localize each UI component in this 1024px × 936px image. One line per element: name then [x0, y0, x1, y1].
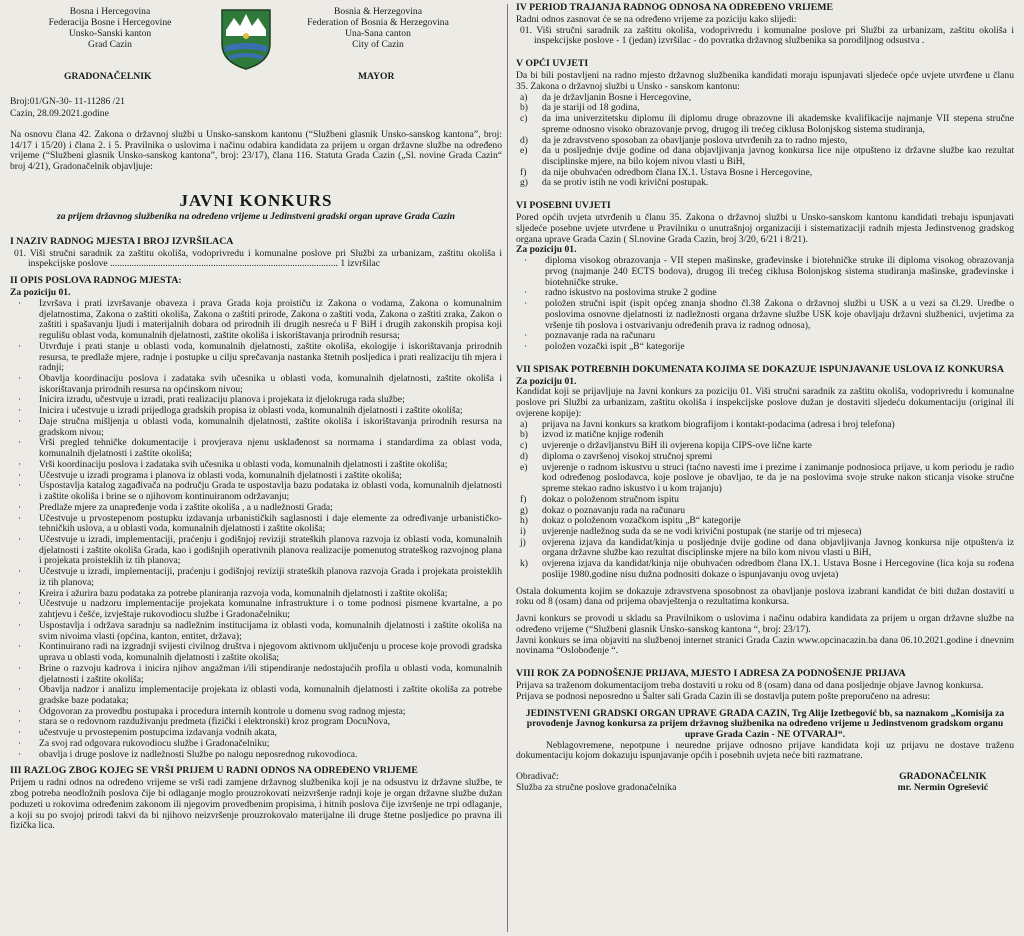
list-item: · Kreira i ažurira bazu podataka za potrebe planiranja razvoja voda, komunalnih djelatnosti i zaštite okoliša; — [10, 589, 502, 600]
list-text: da se protiv istih ne vodi krivični postupak. — [542, 177, 709, 189]
special-conditions-list — [512, 256, 1018, 353]
list-item: · Učestvuje u izradi programa i planova iz oblasti voda, komunalnih djelatnosti i zaštite okoliša; — [10, 471, 502, 482]
list-item: · Utvrđuje i prati stanje u oblasti voda, komunalnih djelatnosti, zaštite okoliša, ekologije i iskorištavanja prirodnih resursa, te predlaže mjere, radnje i postupke u cilju sprečavanja nastanka štetnih posljedica i prati realizaciju tih mjera i radnji; — [10, 342, 502, 374]
list-item: · Daje stručna mišljenja u oblasti voda, komunalnih djelatnosti, zaštite okoliša i iskorištavanja prirodnih resursa na gradskom nivou; — [10, 417, 502, 438]
list-letter: k) — [520, 558, 528, 570]
role-left: GRADONAČELNIK — [64, 71, 152, 82]
list-item — [516, 538, 1014, 559]
list-text: prijava na Javni konkurs sa kratkom biografijom i kontakt-podacima (adresa i broj telefona) — [542, 418, 895, 430]
right-column — [512, 0, 1018, 936]
document-subtitle: za prijem državnog službenika na određeno vrijeme u Jedinstveni gradski organ uprave Grada Cazin — [57, 210, 455, 222]
submission-address: JEDINSTVENI GRADSKI ORGAN UPRAVE GRADA CAZIN, Trg Alije Izetbegović bb, sa naznakom „Komisija za provođenje Javnog konkursa za prijem državnog službenika na određeno vrijeme u Jedinstvenom gradskom organu uprave Grada Cazin - NE OTVARAJ“. — [525, 707, 1005, 740]
section-7-subheading: Za poziciju 01. — [516, 375, 577, 387]
section-1-heading: I NAZIV RADNOG MJESTA I BROJ IZVRŠILACA — [10, 235, 234, 247]
list-item — [516, 559, 1014, 580]
column-divider — [507, 4, 508, 932]
list-text: dokaz o položenom stručnom ispitu — [542, 493, 679, 505]
letterhead-line: Bosna i Hercegovina — [69, 6, 151, 17]
list-letter: f) — [520, 166, 527, 178]
list-item: · Učestvuje u nadzoru implementacije projekata komunalne infrastrukture i o tome podnosi pismene kvartalne, a po zahtjevu i češće, izvještaje rukovodiocu službe i Gradonačelniku; — [10, 599, 502, 620]
list-item: · Inicira i učestvuje u izradi prijedloga gradskih propisa iz oblasti voda, komunalnih djelatnosti i zaštite okoliša; — [10, 406, 502, 417]
list-text: diploma o završenoj visokoj stručnoj spremi — [542, 450, 713, 462]
section-7-paragraph: Javni konkurs se ima objaviti na službenoj internet stranici Grada Cazin www.opcinacazin.ba dana 06.10.2021.godine i dnevnim novinama “Oslobođenje “. — [516, 634, 1014, 657]
list-letter: b) — [520, 429, 528, 441]
section-7-paragraph: Javni konkurs se provodi u skladu sa Pravilnikom o uslovima i načinu odabira kandidata za prijem u organ državne službe na određeno vrijeme (“Službeni glasnik Unsko-sanskog kantona “, broj: 23/17). — [516, 613, 1014, 635]
section-8-paragraph: Prijava se podnosi neposredno u Šalter sali Grada Cazin ili se dostavlja putem pošte preporučeno na adresu: — [516, 690, 931, 702]
section-3-heading: III RAZLOG ZBOG KOJEG SE VRŠI PRIJEM U RADNI ODNOS NA ODREĐENO VRIJEME — [10, 765, 418, 777]
list-text: uvjerenje o radnom iskustvu u struci (taćno navesti ime i prezime i zanimanje podnosioca prijave, u kom periodu je radio kod određenog poslodavca, koje poslove je obavljao, te da je na poslovima svoje struke nakon sticanja visoke stručne spreme stekao radno iskustvo i u kom trajanju) — [542, 461, 1014, 495]
section-4-item: 01. Viši stručni saradnik za zaštitu okoliša, vodoprivredu i komunalne poslove pri Službi za urbanizam, zaštitu okoliša i inspekcijske poslove - 1 (jedan) izvršilac - do povratka državnog službenika sa porodiljnog odsustva . — [520, 24, 1014, 47]
section-7-paragraph: Ostala dokumenta kojim se dokazuje zdravstvena sposobnost za obavljanje poslova izabrani kandidat će biti dužan dostaviti u roku od 8 (osam) dana od prijema obavještenja o rezultatima konkursa. — [516, 585, 1014, 608]
section-8-paragraph: Prijava sa traženom dokumentacijom treba dostaviti u roku od 8 (osam) dana od dana posljednje objave Javnog konkursa. — [516, 680, 984, 692]
section-2-heading: II OPIS POSLOVA RADNOG MJESTA: — [10, 275, 182, 287]
list-letter: d) — [520, 450, 528, 462]
list-item: · Predlaže mjere za unapređenje voda i zaštite okoliša , a u nadležnosti Grada; — [10, 503, 502, 514]
list-item: · Inicira izradu, učestvuje u izradi, prati realizaciju planova i projekata iz djelokruga rada službe; — [10, 395, 502, 406]
mayor-name: mr. Nermin Ogrešević — [897, 781, 988, 793]
section-4-text: Radni odnos zasnovat će se na određeno vrijeme za poziciju kako slijedi: — [516, 13, 797, 25]
section-4-heading: IV PERIOD TRAJANJA RADNOG ODNOSA NA ODREĐENO VRIJEME — [516, 2, 834, 13]
list-letter: g) — [520, 504, 528, 516]
list-item: · diploma visokog obrazovanja - VII stepen mašinske, građevinske i biotehničke struke ili diploma visokog obrazovanja prvog (najmanje 240 ECTS bodova), drugog ili trećeg ciklusa Bolonjskog sistema studiranja mašinske, građevinske i biotehničke struke. — [516, 256, 1014, 288]
list-letter: d) — [520, 134, 528, 146]
list-item: · Odgovoran za provedbu postupaka i procedura internih kontrole u domenu svog radnog mjesta; — [10, 707, 502, 718]
list-item: · Kontinuirano radi na izgradnji svijesti civilnog društva i njegovom aktivnom uključenju u procese koje provodi gradska uprava u oblasti voda, komunalnih djelatnosti i zaštite okoliša; — [10, 642, 502, 663]
list-item: · Uspostavlja katalog zagađivača na području Grada te uspostavlja bazu podataka iz oblasti voda, komunalnih djelatnosti i zaštite okoliša i brine se o njihovom kontinuiranom održavanju; — [10, 481, 502, 502]
letterhead-left — [20, 6, 200, 50]
section-6-heading: VI POSEBNI UVJETI — [516, 200, 611, 212]
mayor-title: GRADONAČELNIK — [899, 771, 987, 783]
list-letter: c) — [520, 440, 528, 452]
left-column — [6, 0, 506, 936]
list-item: · Uspostavlja i održava saradnju sa nadležnim institucijama iz oblasti voda, komunalnih djelatnosti i zaštite okoliša na svim nivoima vlasti (općina, kanton, entitet, država); — [10, 621, 502, 642]
section-5-heading: V OPĆI UVJETI — [516, 58, 589, 70]
prepared-by — [516, 772, 676, 793]
list-item: · Za svoj rad odgovara rukovodiocu službe i Gradonačelniku; — [10, 739, 502, 750]
section-7-heading: VII SPISAK POTREBNIH DOKUMENATA KOJIMA SE DOKAZUJE ISPUNJAVANJE USLOVA IZ KONKURSA — [516, 363, 1004, 375]
letterhead-line: Unsko-Sanski kanton — [68, 28, 152, 40]
list-item: · Učestvuje u izradi, implementaciji, praćenju i godišnjoj reviziji strateških planova razvoja iz oblasti voda, komunalnih djelatnosti i zaštite okoliša Grada, kao i godišnjih operativnih planova realizacije pomenutog strateškog razvojnog plana i projekata proisteklih iz tih planova; — [10, 535, 502, 567]
section-1-item: 01. Viši stručni saradnik za zaštitu okoliša, vodoprivredu i komunalne poslove pri Službi za urbanizam, zaštitu okoliša i inspekcijske poslove ............................................................................................... 1 izvršilac — [14, 247, 502, 270]
list-item: · položen stručni ispit (ispit općeg znanja shodno čl.38 Zakona o državnoj službi u USK a u vezi sa čl.29. Uredbe o poslovima osnovne djelatnosti iz nadležnosti organa državne službe USK koje obavljaju državni službenici, uvjetima za vršenje tih poslova i ostvarivanju određenih prava iz radnog odnosa), — [516, 299, 1014, 331]
list-item — [516, 146, 1014, 167]
general-conditions-list — [512, 93, 1018, 190]
list-text: ovjerena izjava da kandidat/kinja nije obuhvaćen odredbom člana IX.1. Ustava Bosne i Hercegovine (lica koja su rođena poslije 1980.godine nisu dužna podnositi dokaze o ispunjavanju ovog uvjeta) — [542, 558, 1014, 580]
reference-number: Broj:01/GN-30- 11-11286 /21 — [10, 96, 125, 107]
list-text: dokaz o poznavanju rada na računaru — [542, 504, 686, 516]
list-letter: b) — [520, 102, 528, 114]
documents-list — [512, 420, 1018, 581]
list-text: da u posljednje dvije godine od dana objavljivanja javnog konkursa lice nije otpušteno iz državne službe kao rezultat disciplinske mjere, na bilo kojem nivou vlasti u BiH, — [542, 145, 1014, 168]
letterhead — [6, 0, 506, 124]
list-text: dokaz o položenom vozačkom ispitu „B“ kategorije — [542, 515, 741, 527]
letterhead-line: Grad Cazin — [88, 39, 132, 51]
letterhead-line: Bosnia & Herzegovina — [334, 6, 422, 17]
list-text: da ima univerzitetsku diplomu ili diplomu druge obrazovne ili akademske kvalifikacije najmanje VII stepena stručne spreme odnosno visoko obrazovanje prvog, drugog ili trećeg ciklusa Bolonjskog sistema studiranja, — [542, 113, 1014, 135]
list-item: · Učestvuje u prvostepenom postupku izdavanja urbanističkih saglasnosti i daje elemente za određivanje urbanističko-tehničkih uslova, a u oblasti voda, komunalnih djelatnosti i zaštite okoliša; — [10, 514, 502, 535]
list-text: uvjerenje o državljanstvu BiH ili ovjerena kopija CIPS-ove lične karte — [542, 440, 812, 452]
list-item: · Vrši koordinaciju poslova i zadataka svih učesnika u oblasti voda, komunalnih djelatnosti i zaštite okoliša; — [10, 460, 502, 471]
prepared-by-label: Obradivač: — [516, 771, 559, 783]
list-text: da je stariji od 18 godina, — [542, 102, 640, 114]
list-item: · Obavlja nadzor i analizu implementacije projekata iz oblasti voda, komunalnih djelatnosti i zaštite okoliša za potrebe gradske baze podataka; — [10, 685, 502, 706]
duties-list — [6, 299, 506, 761]
letterhead-line: Federacija Bosne i Hercegovine — [48, 17, 172, 29]
list-letter: e) — [520, 461, 528, 473]
city-coat-of-arms-icon — [218, 6, 274, 72]
list-item — [516, 178, 1014, 189]
list-letter: a) — [520, 91, 528, 103]
letterhead-line: Una-Sana canton — [345, 28, 411, 40]
list-item: · položen vozački ispit „B“ kategorije — [516, 342, 1014, 353]
list-item — [516, 114, 1014, 135]
mayor-signature — [898, 772, 988, 793]
list-item: · Vrši pregled tehničke dokumentacije i provjerava njenu usklađenost sa normama i standardima za oblast voda, komunalnih djelatnosti i zaštite okoliša; — [10, 438, 502, 459]
list-text: uvjerenje nadležnog suda da se ne vodi krivični postupak (ne starije od tri mjeseca) — [542, 525, 862, 537]
document-title: JAVNI KONKURS — [179, 190, 333, 210]
list-item: · učestvuje u prvostepenim postupcima izdavanja vodnih akata, — [10, 728, 502, 739]
list-letter: i) — [520, 525, 526, 537]
list-letter: j) — [520, 536, 526, 548]
section-8-heading: VIII ROK ZA PODNOŠENJE PRIJAVA, MJESTO I ADRESA ZA PODNOŠENJE PRIJAVA — [516, 668, 906, 680]
list-text: ovjerena izjava da kandidat/kinja u posljednje dvije godine od dana objavljivanja Javnog konkursa nije otpušten/a iz organa državne službe kao rezultat disciplinske mjere na bilo kom nivou vlasti u BiH, — [542, 536, 1014, 559]
list-item: · Izvršava i prati izvršavanje obaveza i prava Grada koja proističu iz Zakona o vodama, Zakona o komunalnim djelatnostima, Zakona o zaštiti okoliša, Zakona o zaštiti prirode, Zakona o zaštiti voda, Zakona o zaštiti zraka, Zakon o zaštiti i spašavanju ljudi i materijalnih dobara od prirodnih ili drugih nesreća u F BiH i drugih zakonskih propisa koji regulišu oblast voda, komunalnih djelatnosti, zaštite okoliša i iskorištavanja prirodnih resursa; — [10, 299, 502, 342]
list-text: da nije obuhvaćen odredbom člana IX.1. Ustava Bosne i Hercegovine, — [542, 166, 813, 178]
letterhead-line: Federation of Bosnia & Herzegovina — [307, 17, 449, 29]
section-8-paragraph: Neblagovremene, nepotpune i neuredne prijave odnosno prijave kandidata koji uz prijavu ne dostave traženu dokumentaciju kojom dokazuju ispunjavanje općih i posebnih uvjeta neće biti razmatrane. — [516, 739, 1014, 762]
section-2-subheading: Za poziciju 01. — [10, 287, 71, 299]
intro-paragraph: Na osnovu člana 42. Zakona o državnoj službi u Unsko-sanskom kantonu (“Službeni glasnik Unsko-sanskog kantona”, broj: 14/17 i 15/20) i člana 2. i 5. Pravilnika o uslovima i načinu odabira kandidata za prijem u organ državne službe na određeno vrijeme (“Službeni glasnik Unsko-sanskog kantona”, broj: 23/17), člana 116. Statuta Grada Cazin („Sl. novine Grada Cazin“ broj 4/21), Gradonačelnik objavljuje: — [10, 129, 502, 173]
list-letter: a) — [520, 418, 528, 430]
list-letter: c) — [520, 113, 528, 125]
list-item: · Učestvuje u izradi, implementaciji, praćenju i godišnjoj reviziji strateških planova razvoja Grada i projekata proisteklih iz tih planova; — [10, 567, 502, 588]
list-item — [516, 463, 1014, 495]
prepared-by-office: Služba za stručne poslove gradonačelnika — [516, 781, 677, 793]
list-item: · Brine o razvoju kadrova i inicira njihov angažman i/ili stipendiranje nedostajućih profila u oblasti voda, komunalnih djelatnosti i zaštite okoliša; — [10, 664, 502, 685]
role-right: MAYOR — [358, 71, 395, 82]
reference-block — [10, 96, 125, 119]
list-letter: g) — [520, 177, 528, 189]
list-letter: e) — [520, 145, 528, 157]
list-letter: h) — [520, 515, 528, 527]
list-item: · radno iskustvo na poslovima struke 2 godine — [516, 288, 1014, 299]
document-date: Cazin, 28.09.2021.godine — [10, 107, 109, 119]
letterhead-right — [288, 6, 468, 50]
letterhead-line: City of Cazin — [352, 39, 404, 51]
list-item: · stara se o redovnom razduživanju predmeta (fizički i elektronski) kroz program DocuNova, — [10, 717, 502, 728]
section-3-text: Prijem u radni odnos na određeno vrijeme se vrši radi zamjene državnog službenika koji je na odsustvu iz državne službe, te zbog potreba neodložnih poslova čije bi odlaganje moglo prouzrokovati neizvršenje radnji koje je organ državne službe dužan poduzeti u rokovima određenim zakonom ili njegovim provedbenim propisima, i hitnih poslova čije izvršenje ne trpi odlaganje, a koji su po svojoj prirodi takvi da bi njihovo neizvršenje prouzrokovalo materijalne ili druge štetne posljedice po pravna ili fizička lica. — [10, 777, 502, 832]
list-item: · obavlja i druge poslove iz nadležnosti Službe po nalogu neposrednog rukovodioca. — [10, 750, 502, 761]
section-6-text: Pored općih uvjeta utvrđenih u članu 35. Zakona o državnoj službi u Unsko-sanskom kantonu kandidati trebaju ispunjavati sljedeće posebne uvjete utvrđene u Pravilniku o unutrašnjoj organizaciji i sistematizaciji radnih mjesta Jedinstvenog gradskog organa uprave Grada Cazin ( Sl.novine Grada Cazin, broj 3/20, 6/21 i 8/21). — [516, 212, 1014, 245]
section-6-subheading: Za poziciju 01. — [516, 244, 577, 256]
section-7-text: Kandidat koji se prijavljuje na Javni konkurs za poziciju 01. Viši stručni saradnik za zaštitu okoliša, vodoprivredu i komunalne poslove pri Službi za urbanizam, zaštitu okoliša i inspekcijske poslove dužan je dostaviti sljedeću dokumentaciju (original ili ovjerene kopije): — [516, 386, 1014, 419]
list-item: · poznavanje rada na računaru — [516, 331, 1014, 342]
section-5-text: Da bi bili postavljeni na radno mjesto državnog službenika kandidati moraju ispunjavati sljedeće opće uvjete utvrđene u članu 35. Zakona o državnoj službi u Unsko - sanskom kantonu: — [516, 70, 1014, 92]
list-text: izvod iz matične knjige rođenih — [542, 429, 664, 441]
list-item: · Obavlja koordinaciju poslova i zadataka svih učesnika u oblasti voda, komunalnih djelatnosti, zaštite okoliša i iskorištavanja prirodnih resursa na općinskom nivou; — [10, 374, 502, 395]
list-text: da je zdravstveno sposoban za obavljanje poslova utvrđenih za to radno mjesto, — [542, 134, 848, 146]
list-letter: f) — [520, 493, 527, 505]
list-text: da je državljanin Bosne i Hercegovine, — [542, 91, 692, 103]
signature-block — [512, 772, 1018, 798]
